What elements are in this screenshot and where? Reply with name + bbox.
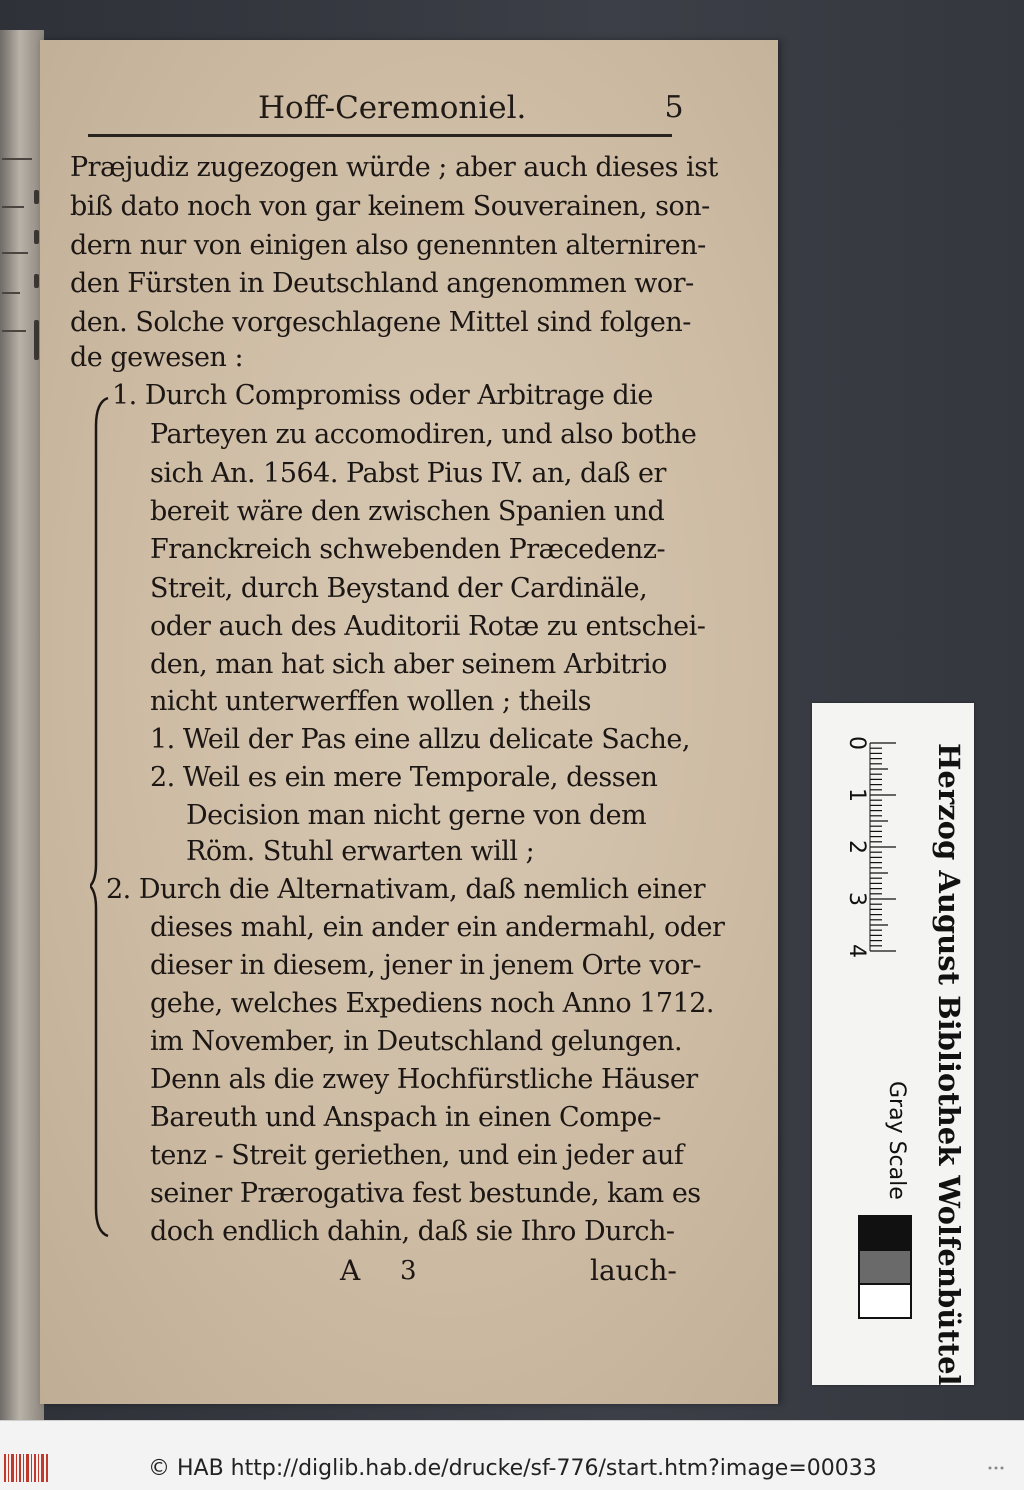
- ruler-number: 0: [844, 736, 869, 750]
- barcode-icon: [4, 1454, 48, 1482]
- copyright-url[interactable]: © HAB http://diglib.hab.de/drucke/sf-776/start.htm?image=00033: [148, 1456, 877, 1481]
- list-item-line: gehe, welches Expediens noch Anno 1712.: [150, 988, 715, 1019]
- swatch-white: [858, 1283, 912, 1319]
- scale-card: [812, 703, 974, 1385]
- header-rule: [88, 134, 672, 137]
- list-item-line: sich An. 1564. Pabst Pius IV. an, daß er: [150, 458, 666, 489]
- swatch-black: [858, 1215, 912, 1251]
- sub-item-line: Decision man nicht gerne von dem: [186, 800, 647, 831]
- list-item-line: dieser in diesem, jener in jenem Orte vor-: [150, 950, 702, 981]
- list-item-line: tenz - Streit geriethen, und ein jeder auf: [150, 1140, 684, 1171]
- curly-brace-icon: [90, 396, 110, 1238]
- text-line: de gewesen :: [70, 342, 244, 373]
- ruler-number: 1: [844, 788, 869, 802]
- library-name: Herzog August Bibliothek Wolfenbüttel: [932, 743, 966, 1386]
- gray-scale-label: Gray Scale: [884, 1081, 909, 1200]
- text-line: den Fürsten in Deutschland angenommen wor-: [70, 268, 694, 299]
- text-line: Præjudiz zugezogen würde ; aber auch dieses ist: [70, 152, 718, 183]
- list-item-line: Parteyen zu accomodiren, und also bothe: [150, 419, 697, 450]
- sub-item-line: 1. Weil der Pas eine allzu delicate Sache,: [150, 724, 690, 755]
- list-item-line: doch endlich dahin, daß sie Ihro Durch-: [150, 1216, 675, 1247]
- sub-item-line: Röm. Stuhl erwarten will ;: [186, 836, 535, 867]
- adjacent-page-edge: [0, 30, 44, 1420]
- text-line: biß dato noch von gar keinem Souverainen, son-: [70, 191, 710, 222]
- list-item-line: oder auch des Auditorii Rotæ zu entschei-: [150, 611, 706, 642]
- swatch-gray: [858, 1249, 912, 1285]
- list-item-line: im November, in Deutschland gelungen.: [150, 1026, 683, 1057]
- list-item-line: Bareuth und Anspach in einen Compe-: [150, 1102, 661, 1133]
- list-item-line: den, man hat sich aber seinem Arbitrio: [150, 649, 667, 680]
- page-number: 5: [664, 90, 684, 125]
- list-item-line: 2. Durch die Alternativam, daß nemlich einer: [106, 874, 706, 905]
- ruler-number: 4: [844, 944, 869, 958]
- list-item-line: dieses mahl, ein ander ein andermahl, oder: [150, 912, 725, 943]
- signature-number: 3: [400, 1256, 417, 1286]
- running-head: Hoff-Ceremoniel.: [258, 90, 527, 126]
- sub-item-line: 2. Weil es ein mere Temporale, dessen: [150, 762, 658, 793]
- list-item-line: Franckreich schwebenden Præcedenz-: [150, 534, 666, 565]
- list-item-line: 1. Durch Compromiss oder Arbitrage die: [112, 380, 653, 411]
- more-dots-icon[interactable]: [986, 1464, 1006, 1472]
- ruler-number: 2: [844, 840, 869, 854]
- list-item-line: bereit wäre den zwischen Spanien und: [150, 496, 665, 527]
- list-item-line: nicht unterwerffen wollen ; theils: [150, 686, 592, 717]
- ruler-number: 3: [844, 892, 869, 906]
- text-line: dern nur von einigen also genennten alterniren-: [70, 230, 706, 261]
- list-item-line: Denn als die zwey Hochfürstliche Häuser: [150, 1064, 698, 1095]
- catchword: lauch-: [590, 1254, 677, 1287]
- list-item-line: Streit, durch Beystand der Cardinäle,: [150, 573, 648, 604]
- text-line: den. Solche vorgeschlagene Mittel sind folgen-: [70, 307, 691, 338]
- list-item-line: seiner Prærogativa fest bestunde, kam es: [150, 1178, 701, 1209]
- signature-mark: A: [340, 1254, 361, 1287]
